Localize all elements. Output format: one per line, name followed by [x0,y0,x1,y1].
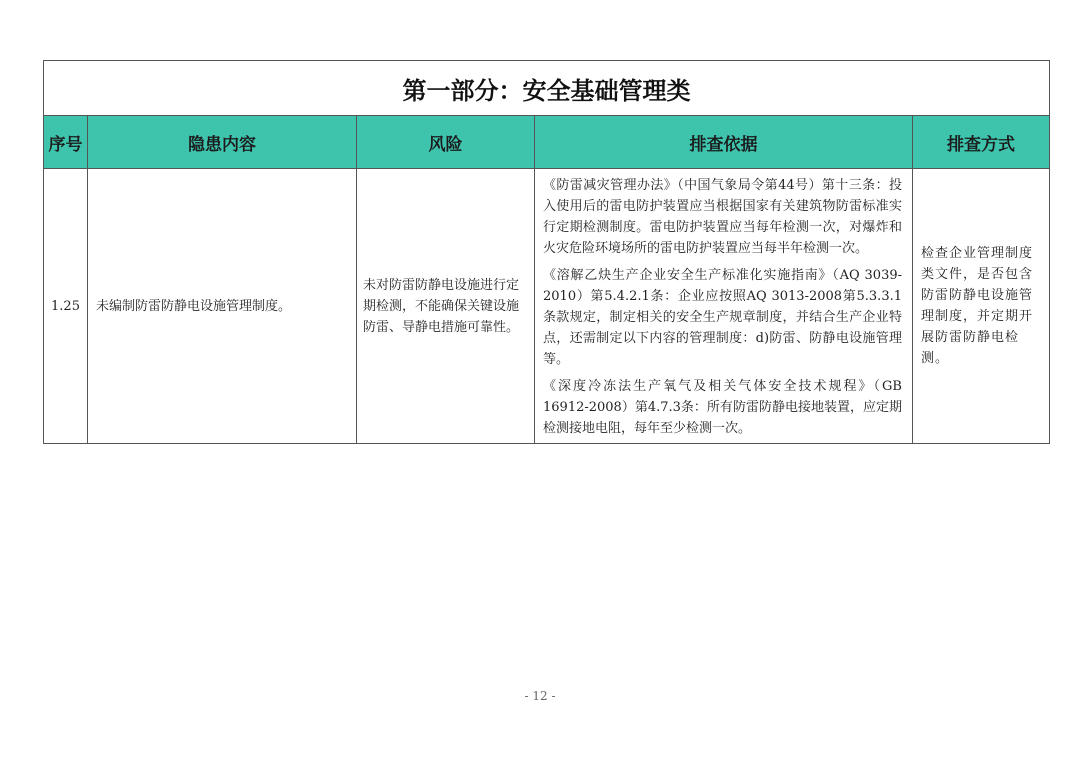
row-number-cell: 1.25 [44,169,88,444]
basis-paragraph: 《防雷减灾管理办法》（中国气象局令第44号）第十三条：投入使用后的雷电防护装置应当根据国家有关建筑物防雷标准实行定期检测制度。雷电防护装置应当每年检测一次，对爆炸和火灾危险环境场所的雷电防护装置应当每半年检测一次。 [543,178,902,256]
column-header-method: 排查方式 [913,116,1050,169]
basis-paragraph: 《溶解乙炔生产企业安全生产标准化实施指南》（AQ 3039-2010）第5.4.2.1条：企业应按照AQ 3013-2008第5.3.3.1条款规定，制定相关的安全生产规章制度，并结合生产企业特点，还需制定以下内容的管理制度：d)防雷、防静电设施管理等。 [543,268,902,367]
table-row [44,169,1050,444]
basis-cell [535,169,913,444]
hazard-table-sheet [43,60,1049,444]
risk-cell: 未对防雷防静电设施进行定期检测，不能确保关键设施防雷、导静电措施可靠性。 [357,169,535,444]
column-header-basis: 排查依据 [535,116,913,169]
column-header-risk: 风险 [357,116,535,169]
page-number: - 12 - [524,689,556,703]
column-header-hazard: 隐患内容 [88,116,357,169]
method-cell: 检查企业管理制度类文件，是否包含防雷防静电设施管理制度，并定期开展防雷防静电检测。 [913,169,1050,444]
section-title: 第一部分：安全基础管理类 [44,61,1050,116]
hazard-cell: 未编制防雷防静电设施管理制度。 [88,169,357,444]
basis-paragraph: 《深度冷冻法生产氧气及相关气体安全技术规程》（GB 16912-2008）第4.7.3条：所有防雷防静电接地装置，应定期检测接地电阻，每年至少检测一次。 [543,379,902,436]
hazard-table [43,60,1050,444]
table-header-row [44,116,1050,169]
column-header-no: 序号 [44,116,88,169]
